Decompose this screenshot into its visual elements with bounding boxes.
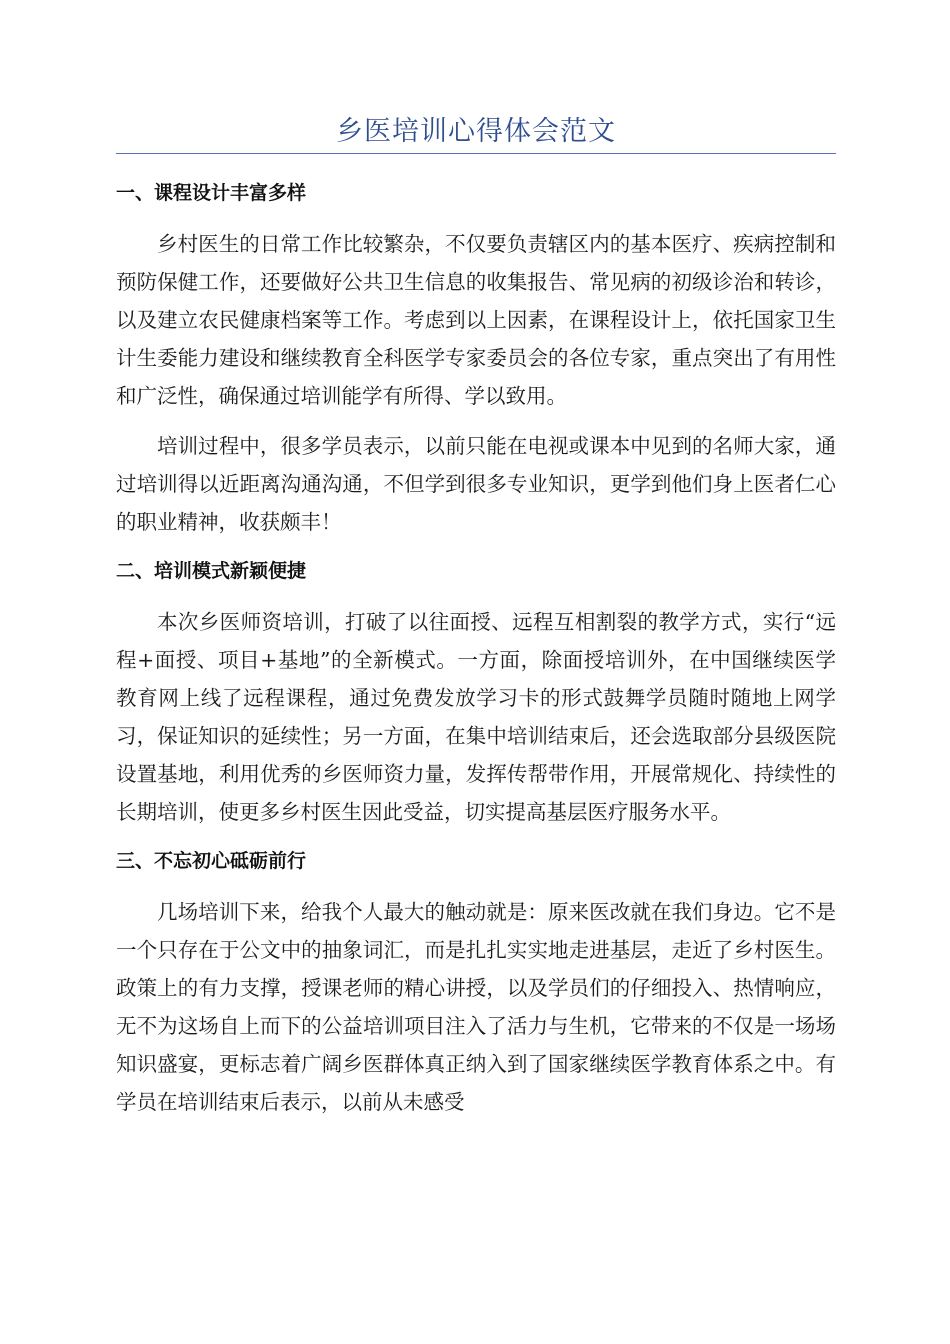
section-1 — [116, 175, 836, 541]
paragraph: 本次乡医师资培训，打破了以往面授、远程互相割裂的教学方式，实行“远程+面授、项目+基地”的全新模式。一方面，除面授培训外，在中国继续医学教育网上线了远程课程，通过免费发放学习卡的形式鼓舞学员随时随地上网学习，保证知识的延续性；另一方面，在集中培训结束后，还会选取部分县级医院设置基地，利用优秀的乡医师资力量，发挥传帮带作用，开展常规化、持续性的长期培训，使更多乡村医生因此受益，切实提高基层医疗服务水平。 — [116, 610, 836, 824]
section-heading: 二、培训模式新颖便捷 — [116, 560, 307, 582]
paragraph: 培训过程中，很多学员表示，以前只能在电视或课本中见到的名师大家，通过培训得以近距离沟通沟通，不但学到很多专业知识，更学到他们身上医者仁心的职业精神，收获颇丰！ — [116, 434, 836, 534]
section-2 — [116, 553, 836, 831]
document-title: 乡医培训心得体会范文 — [336, 116, 616, 147]
section-3 — [116, 843, 836, 1121]
title-underline — [116, 153, 836, 154]
section-heading: 一、课程设计丰富多样 — [116, 182, 307, 204]
paragraph: 乡村医生的日常工作比较繁杂，不仅要负责辖区内的基本医疗、疾病控制和预防保健工作，还要做好公共卫生信息的收集报告、常见病的初级诊治和转诊，以及建立农民健康档案等工作。考虑到以上因素，在课程设计上，依托国家卫生计生委能力建设和继续教育全科医学专家委员会的各位专家，重点突出了有用性和广泛性，确保通过培训能学有所得、学以致用。 — [116, 232, 836, 408]
section-heading: 三、不忘初心砥砺前行 — [116, 850, 307, 872]
paragraph: 几场培训下来，给我个人最大的触动就是：原来医改就在我们身边。它不是一个只存在于公文中的抽象词汇，而是扎扎实实地走进基层，走近了乡村医生。政策上的有力支撑，授课老师的精心讲授，以及学员们的仔细投入、热情响应，无不为这场自上而下的公益培训项目注入了活力与生机，它带来的不仅是一场场知识盛宴，更标志着广阔乡医群体真正纳入到了国家继续医学教育体系之中。有学员在培训结束后表示，以前从未感受 — [116, 900, 836, 1114]
document-body — [116, 175, 836, 1121]
